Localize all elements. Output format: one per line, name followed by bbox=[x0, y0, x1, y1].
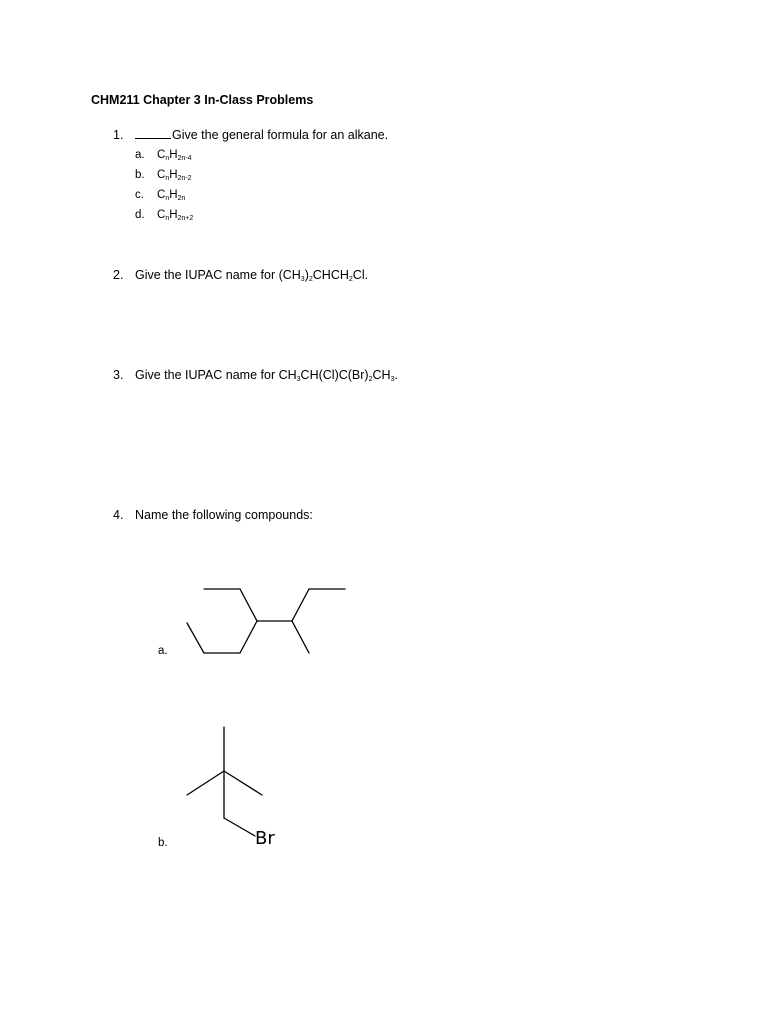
question-number: 1. bbox=[113, 128, 124, 142]
question-text: Give the general formula for an alkane. bbox=[172, 128, 389, 142]
subscript: 2 bbox=[348, 276, 353, 283]
bond bbox=[240, 621, 257, 653]
subscript: 2n-2 bbox=[177, 175, 192, 182]
option-a: a. $C_nH_{2n-4}$ bbox=[135, 149, 192, 162]
part-a-label: a. bbox=[158, 645, 168, 657]
bromine-atom-label: Br bbox=[255, 828, 275, 849]
option-letter: a. bbox=[135, 149, 145, 161]
subscript: 2n+2 bbox=[177, 215, 194, 222]
subscript: 2 bbox=[368, 376, 373, 383]
question-text: Give the IUPAC name for (CH bbox=[135, 268, 301, 282]
question-text: CH bbox=[372, 368, 391, 382]
question-text: ) bbox=[304, 268, 309, 282]
bond bbox=[224, 771, 262, 795]
bond bbox=[240, 589, 257, 621]
subscript: 3 bbox=[300, 276, 305, 283]
subscript: n bbox=[165, 195, 170, 202]
option-d: d. $C_nH_{2n+2}$ bbox=[135, 209, 194, 222]
subscript: 2n-4 bbox=[177, 155, 192, 162]
bond bbox=[224, 818, 255, 836]
part-b-label: b. bbox=[158, 837, 168, 849]
bond bbox=[292, 589, 309, 621]
question-text: Give the IUPAC name for CH bbox=[135, 368, 297, 382]
bond bbox=[187, 623, 204, 653]
structure-a bbox=[187, 589, 345, 653]
subscript: 3 bbox=[296, 376, 301, 383]
subscript: n bbox=[165, 175, 170, 182]
structure-b bbox=[187, 727, 262, 836]
question-text: Cl. bbox=[352, 268, 369, 282]
subscript: n bbox=[165, 155, 170, 162]
subscript: 2n bbox=[177, 195, 186, 202]
subscript: 3 bbox=[390, 376, 395, 383]
question-text: CH(Cl)C(Br) bbox=[300, 368, 369, 382]
question-text: . bbox=[394, 368, 398, 382]
subscript: 2 bbox=[308, 276, 313, 283]
subscript: n bbox=[165, 215, 170, 222]
page-title: CHM211 Chapter 3 In-Class Problems bbox=[91, 93, 314, 107]
option-letter: d. bbox=[135, 209, 145, 221]
question-text: Name the following compounds: bbox=[135, 508, 313, 522]
question-number: 2. bbox=[113, 268, 124, 282]
bond bbox=[292, 621, 309, 653]
bond bbox=[187, 771, 224, 795]
option-letter: c. bbox=[135, 189, 144, 201]
option-letter: b. bbox=[135, 169, 145, 181]
question-number: 3. bbox=[113, 368, 124, 382]
question-text: CHCH bbox=[312, 268, 349, 282]
option-c: c. $C_nH_{2n}$ bbox=[135, 189, 186, 202]
option-b: b. $C_nH_{2n-2}$ bbox=[135, 169, 192, 182]
question-number: 4. bbox=[113, 508, 124, 522]
